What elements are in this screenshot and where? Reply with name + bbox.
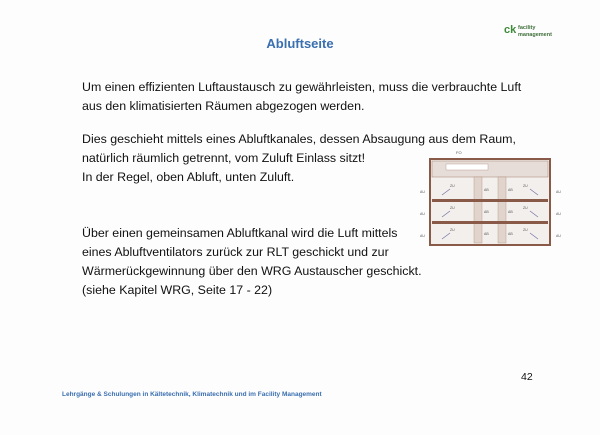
- au-label: AU: [556, 234, 561, 238]
- zu-label: ZU: [523, 184, 528, 188]
- text-line: Über einen gemeinsamen Abluftkanal wird die Luft mittels: [82, 226, 398, 240]
- au-label: AU: [420, 212, 425, 216]
- ab-label: AB: [484, 188, 489, 192]
- au-label: AU: [556, 212, 561, 216]
- ab-label: AB: [484, 210, 489, 214]
- logo-line-2: management: [518, 32, 552, 38]
- text-line: natürlich räumlich getrennt, vom Zuluft Einlass sitzt!: [82, 151, 366, 165]
- ab-label: AB: [508, 188, 513, 192]
- paragraph-fan: [82, 224, 422, 300]
- au-label: AU: [420, 234, 425, 238]
- footer-text: Lehrgänge & Schulungen in Kältetechnik, Klimatechnik und im Facility Management: [62, 391, 322, 398]
- au-label: AU: [556, 190, 561, 194]
- text-line: aus den klimatisierten Räumen abgezogen werden.: [82, 99, 365, 113]
- text-line: eines Abluftventilators zurück zur RLT geschickt und zur: [82, 245, 389, 259]
- supply-shaft: [474, 177, 482, 243]
- zu-label: ZU: [523, 206, 528, 210]
- au-label: AU: [420, 190, 425, 194]
- text-line: In der Regel, oben Abluft, unten Zuluft.: [82, 170, 295, 184]
- page-title: Abluftseite: [266, 36, 334, 51]
- logo-line-1: facility: [518, 25, 536, 31]
- zu-label: ZU: [450, 206, 455, 210]
- floor-slab: [432, 221, 548, 224]
- logo-mark: ck: [504, 24, 517, 36]
- page-number: 42: [521, 371, 533, 383]
- text-line: (siehe Kapitel WRG, Seite 17 - 22): [82, 283, 273, 297]
- zu-label: ZU: [450, 184, 455, 188]
- exhaust-shaft: [498, 177, 506, 243]
- ab-label: AB: [484, 232, 489, 236]
- zu-label: ZU: [523, 228, 528, 232]
- ab-label: AB: [508, 210, 513, 214]
- supply-duct: [446, 164, 488, 170]
- ab-label: AB: [508, 232, 513, 236]
- zu-label: ZU: [450, 228, 455, 232]
- paragraph-intro: [82, 78, 521, 116]
- text-line: Um einen effizienten Luftaustausch zu gewährleisten, muss die verbrauchte Luft: [82, 80, 522, 94]
- text-line: Wärmerückgewinnung über den WRG Austauscher geschickt.: [82, 264, 422, 278]
- text-line: Dies geschieht mittels eines Abluftkanales, dessen Absaugung aus dem Raum,: [82, 132, 516, 146]
- ventilation-diagram: [418, 147, 568, 255]
- diagram-top-label: FO: [456, 150, 462, 155]
- floor-slab: [432, 199, 548, 202]
